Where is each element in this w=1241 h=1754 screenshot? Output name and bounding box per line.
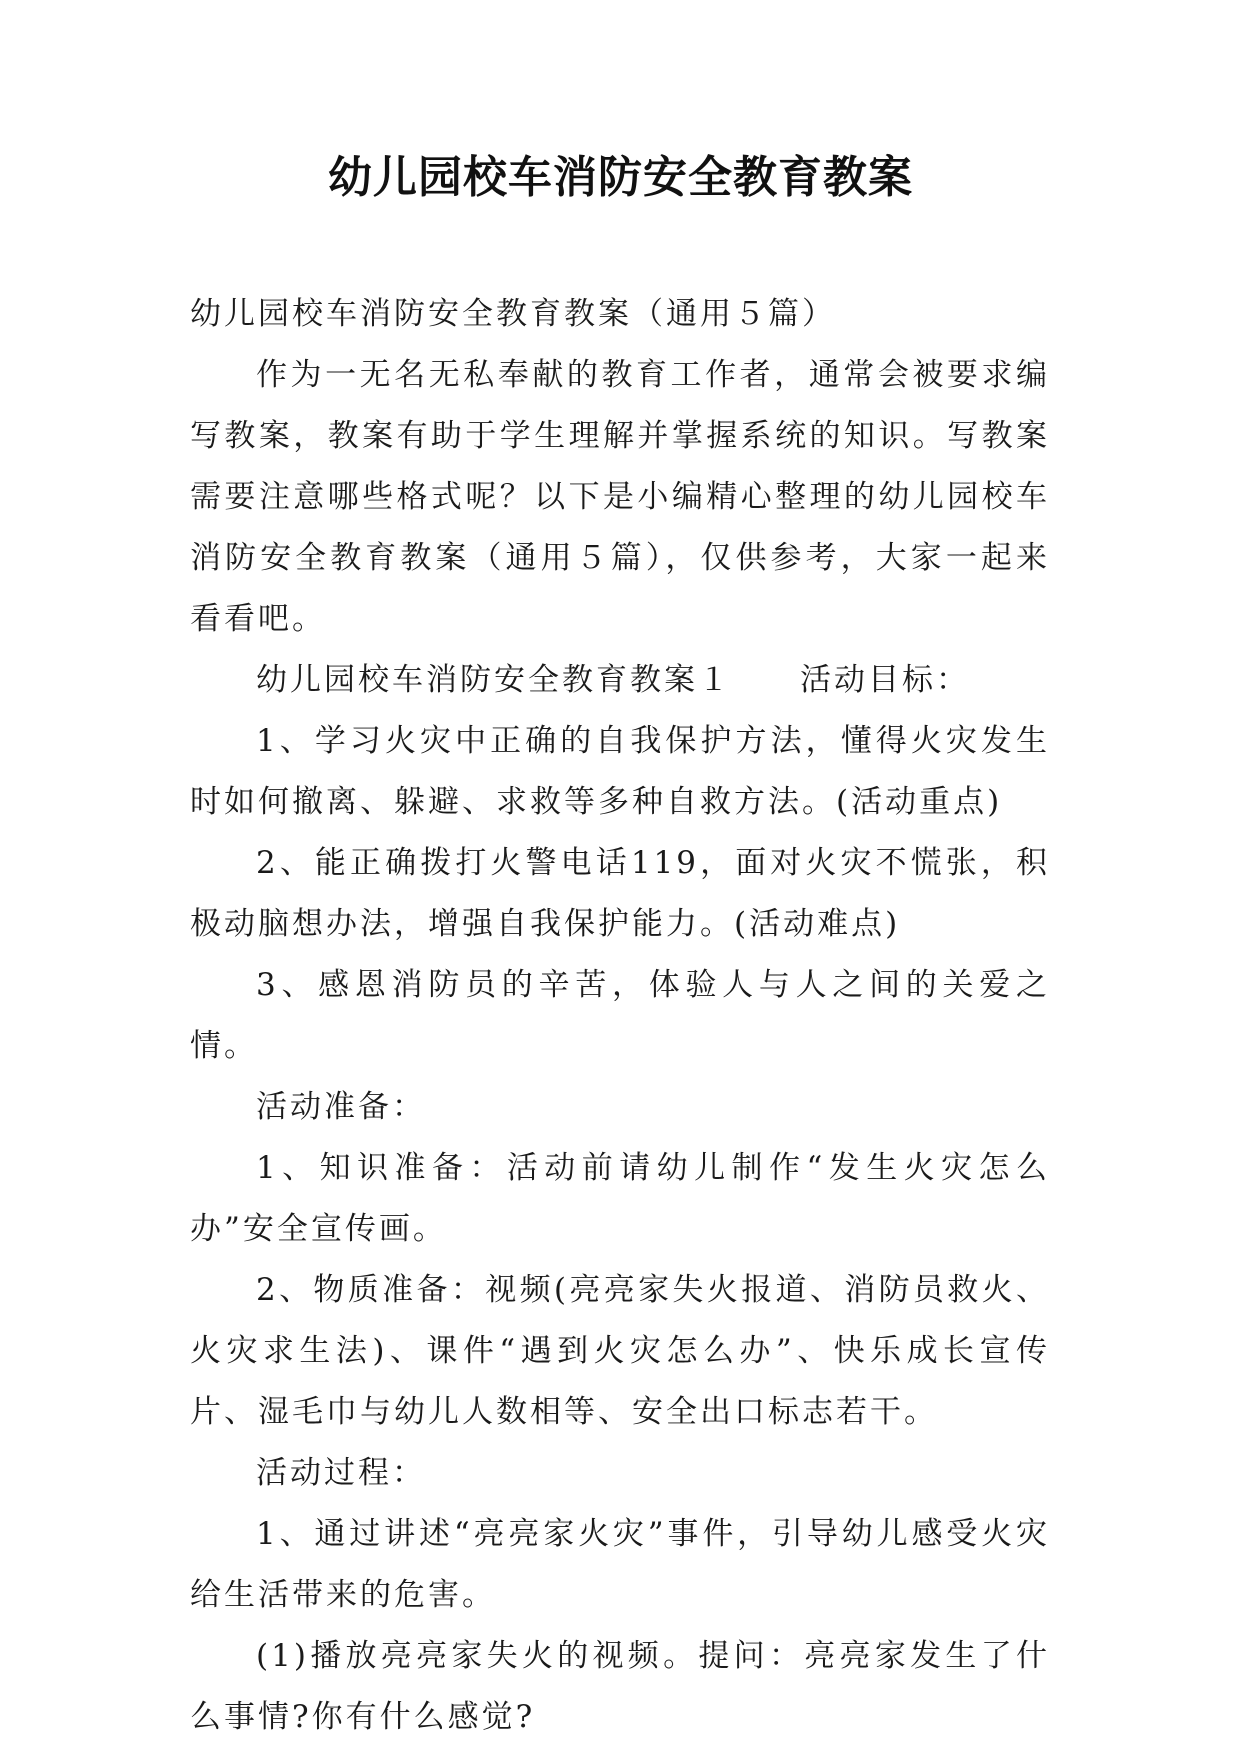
paragraph-preparation-heading: 活动准备：	[256, 1089, 426, 1125]
paragraph-preparation-1: 1、知识准备：活动前请幼儿制作“发生火灾怎么办”安全宣传画。	[190, 1150, 1050, 1247]
document-title: 幼儿园校车消防安全教育教案	[328, 152, 913, 203]
paragraph-process-1-1: (1)播放亮亮家失火的视频。提问：亮亮家发生了什么事情?你有什么感觉?	[190, 1638, 1050, 1735]
paragraph-goal-3: 3、感恩消防员的辛苦，体验人与人之间的关爱之情。	[190, 967, 1050, 1064]
paragraph-preparation-2: 2、物质准备：视频(亮亮家失火报道、消防员救火、火灾求生法)、课件“遇到火灾怎么办”、快乐成长宣传片、湿毛巾与幼儿人数相等、安全出口标志若干。	[190, 1272, 1050, 1430]
paragraph-goal-2: 2、能正确拨打火警电话119，面对火灾不慌张，积极动脑想办法，增强自我保护能力。(活动难点)	[190, 845, 1050, 942]
paragraph-subtitle: 幼儿园校车消防安全教育教案（通用５篇）	[190, 296, 836, 332]
paragraph-goal-1: 1、学习火灾中正确的自我保护方法，懂得火灾发生时如何撤离、躲避、求救等多种自救方法。(活动重点)	[190, 723, 1050, 820]
paragraph-process-heading: 活动过程：	[256, 1455, 426, 1491]
document-body	[190, 284, 1050, 1748]
paragraph-intro: 作为一无名无私奉献的教育工作者，通常会被要求编写教案，教案有助于学生理解并掌握系统的知识。写教案需要注意哪些格式呢？以下是小编精心整理的幼儿园校车消防安全教育教案（通用５篇），仅供参考，大家一起来看看吧。	[190, 357, 1050, 637]
paragraph-plan-heading: 幼儿园校车消防安全教育教案１ 活动目标：	[256, 662, 970, 698]
paragraph-process-1: 1、通过讲述“亮亮家火灾”事件，引导幼儿感受火灾给生活带来的危害。	[190, 1516, 1050, 1613]
